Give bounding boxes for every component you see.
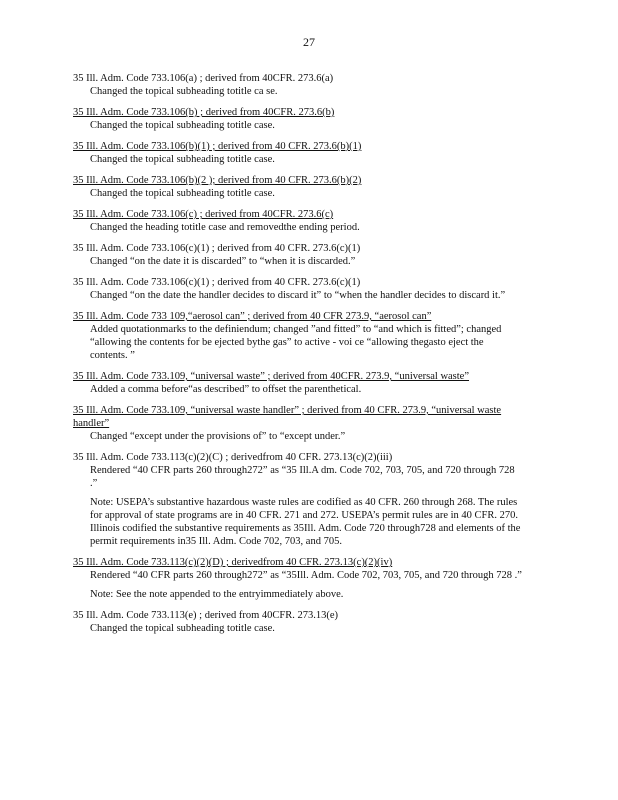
- entry-citation: 35 Ill. Adm. Code 733.109, “universal waste handler” ; derived from 40 CFR. 273.9, “universal waste handler”: [73, 405, 502, 429]
- entry: [73, 276, 523, 302]
- entry: [73, 140, 523, 166]
- entry: [73, 208, 523, 234]
- entry-citation: 35 Ill. Adm. Code 733.113(c)(2)(D) ; derivedfrom 40 CFR. 273.13(c)(2)(iv): [73, 557, 393, 568]
- entry-list: [73, 72, 523, 643]
- entry-change: Rendered “40 CFR parts 260 through272” as “35 Ill.A dm. Code 702, 703, 705, and 720 through 728 .”: [90, 465, 515, 489]
- entry-citation: 35 Ill. Adm. Code 733.106(b) ; derived from 40CFR. 273.6(b): [73, 107, 335, 118]
- entry-citation: 35 Ill. Adm. Code 733.106(c)(1) ; derived from 40 CFR. 273.6(c)(1): [73, 243, 361, 254]
- entry: [73, 370, 523, 396]
- entry-note: Note: USEPA’s substantive hazardous waste rules are codified as 40 CFR. 260 through 268. The rules for approval of state programs are in 40 CFR. 271 and 272. USEPA’s permit rules are in 40 CFR. 270. Illinois codified the substantive requirements as 35Ill. Adm. Code 720 through728 and elements of the permit requirements in35 Ill. Adm. Code 702, 703, and 705.: [90, 497, 521, 547]
- entry-change: Changed the topical subheading totitle ca se.: [90, 86, 278, 97]
- entry-change: Changed the heading totitle case and removedthe ending period.: [90, 222, 360, 233]
- entry-citation: 35 Ill. Adm. Code 733.106(c)(1) ; derived from 40 CFR. 273.6(c)(1): [73, 277, 361, 288]
- entry-citation: 35 Ill. Adm. Code 733.113(c)(2)(C) ; derivedfrom 40 CFR. 273.13(c)(2)(iii): [73, 452, 393, 463]
- entry-citation: 35 Ill. Adm. Code 733.106(b)(2 ); derived from 40 CFR. 273.6(b)(2): [73, 175, 362, 186]
- entry-change: Changed the topical subheading totitle case.: [90, 623, 275, 634]
- entry-change: Changed the topical subheading totitle case.: [90, 120, 275, 131]
- entry-change: Changed “on the date the handler decides to discard it” to “when the handler decides to discard it.”: [90, 290, 506, 301]
- entry: [73, 174, 523, 200]
- entry-citation: 35 Ill. Adm. Code 733.113(e) ; derived from 40CFR. 273.13(e): [73, 610, 338, 621]
- page-number: 27: [303, 35, 315, 49]
- entry: [73, 310, 523, 362]
- entry-change: Rendered “40 CFR parts 260 through272” as “35Ill. Adm. Code 702, 703, 705, and 720 through 728 .”: [90, 570, 522, 581]
- entry: [73, 609, 523, 635]
- entry-citation: 35 Ill. Adm. Code 733 109,“aerosol can” ; derived from 40 CFR 273.9, “aerosol can”: [73, 311, 432, 322]
- entry-change: Changed “on the date it is discarded” to “when it is discarded.”: [90, 256, 356, 267]
- entry: [73, 451, 523, 548]
- entry-citation: 35 Ill. Adm. Code 733.109, “universal waste” ; derived from 40CFR. 273.9, “universal waste”: [73, 371, 470, 382]
- entry: [73, 242, 523, 268]
- entry-change: Changed “except under the provisions of” to “except under.”: [90, 431, 346, 442]
- entry-change: Changed the topical subheading totitle case.: [90, 154, 275, 165]
- entry-citation: 35 Ill. Adm. Code 733.106(c) ; derived from 40CFR. 273.6(c): [73, 209, 334, 220]
- entry-change: Added quotationmarks to the definiendum; changed ”and fitted” to “and which is fitted”; changed “allowing the contents for be ejected bythe gas” to active - voi ce “allowing thegasto eject the contents. ”: [90, 324, 502, 361]
- entry: [73, 72, 523, 98]
- entry-note: Note: See the note appended to the entryimmediately above.: [90, 589, 344, 600]
- entry-change: Added a comma before“as described” to offset the parenthetical.: [90, 384, 362, 395]
- entry: [73, 404, 523, 443]
- entry: [73, 106, 523, 132]
- entry: [73, 556, 523, 601]
- entry-citation: 35 Ill. Adm. Code 733.106(b)(1) ; derived from 40 CFR. 273.6(b)(1): [73, 141, 362, 152]
- entry-citation: 35 Ill. Adm. Code 733.106(a) ; derived from 40CFR. 273.6(a): [73, 73, 334, 84]
- entry-change: Changed the topical subheading totitle case.: [90, 188, 275, 199]
